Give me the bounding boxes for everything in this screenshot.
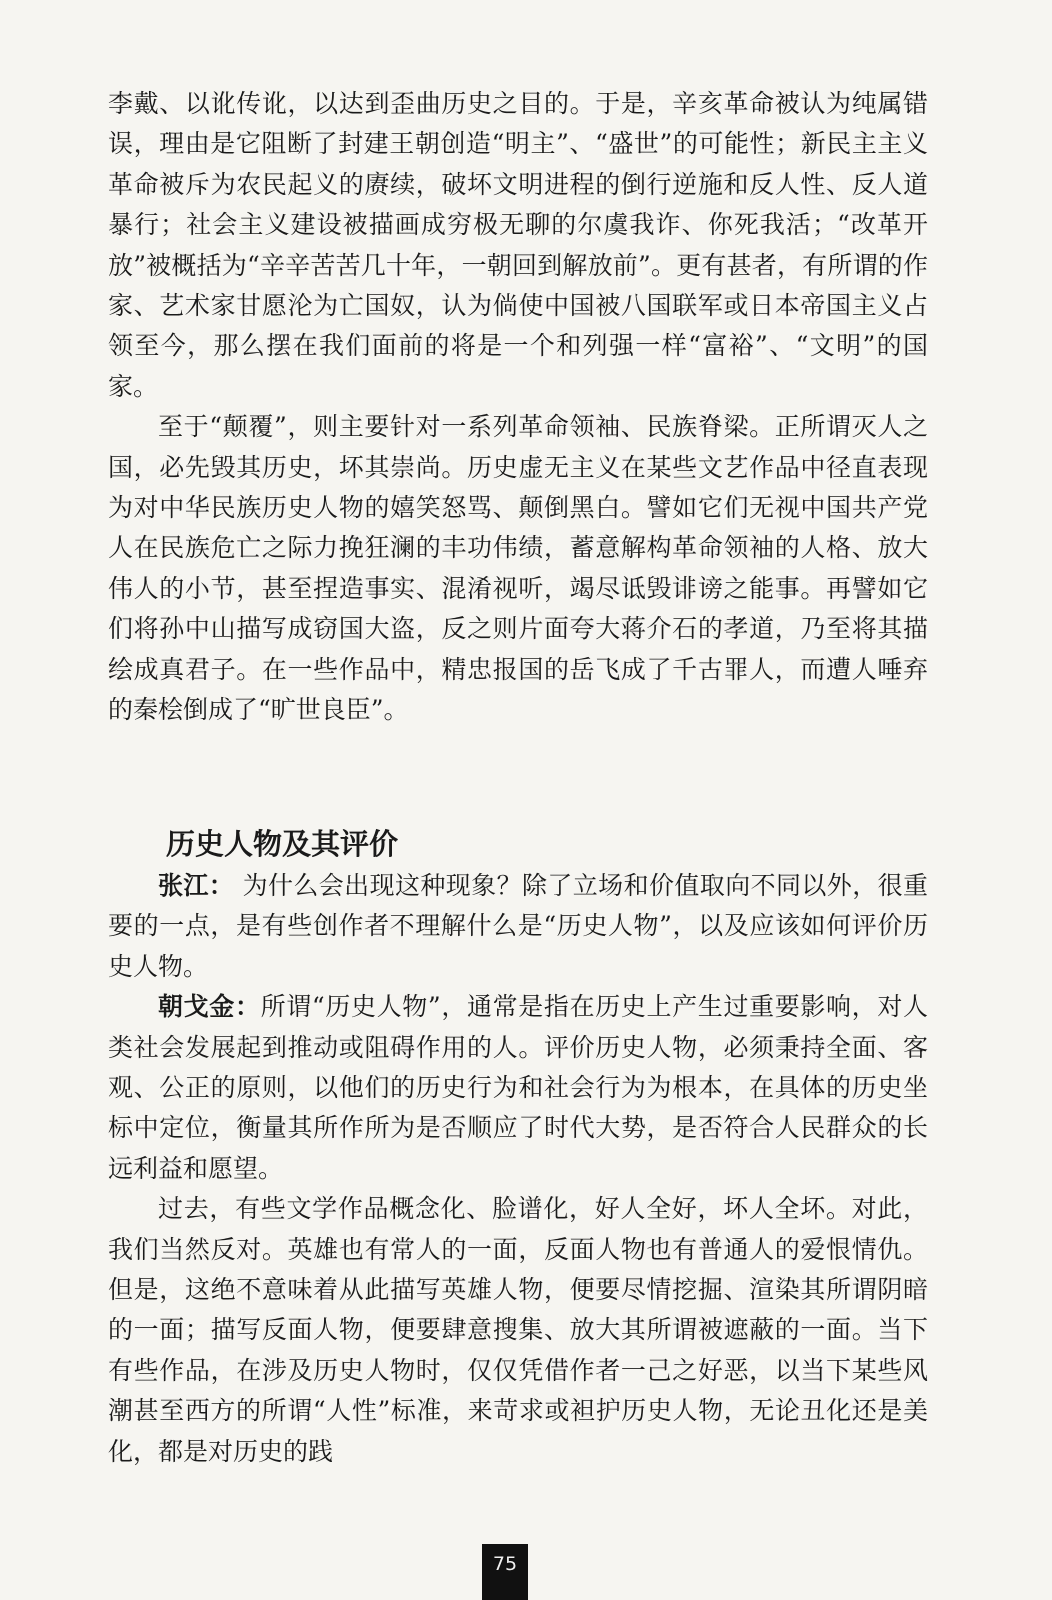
dialogue-question [108,866,928,987]
paragraph-1: 李戴、以讹传讹，以达到歪曲历史之目的。于是，辛亥革命被认为纯属错误，理由是它阻断了封建王朝创造“明主”、“盛世”的可能性；新民主主义革命被斥为农民起义的赓续，破坏文明进程的倒行逆施和反人性、反人道暴行；社会主义建设被描画成穷极无聊的尔虞我诈、你死我活；“改革开放”被概括为“辛辛苦苦几十年，一朝回到解放前”。更有甚者，有所谓的作家、艺术家甘愿沦为亡国奴，认为倘使中国被八国联军或日本帝国主义占领至今，那么摆在我们面前的将是一个和列强一样“富裕”、“文明”的国家。 [108,89,928,401]
answer-text: 所谓“历史人物”，通常是指在历史上产生过重要影响，对人类社会发展起到推动或阻碍作用的人。评价历史人物，必须秉持全面、客观、公正的原则，以他们的历史行为和社会行为为根本，在具体的历史坐标中定位，衡量其所作所为是否顺应了时代大势，是否符合人民群众的长远利益和愿望。 [108,992,928,1183]
page-number: 75 [482,1544,528,1600]
speaker-zhang-jiang: 张江： [158,871,235,900]
article-text-upper [108,84,928,731]
dialogue-answer [108,987,928,1189]
paragraph-2: 至于“颠覆”，则主要针对一系列革命领袖、民族脊梁。正所谓灭人之国，必先毁其历史，坏其崇尚。历史虚无主义在某些文艺作品中径直表现为对中华民族历史人物的嬉笑怒骂、颠倒黑白。譬如它们无视中国共产党人在民族危亡之际力挽狂澜的丰功伟绩，蓄意解构革命领袖的人格、放大伟人的小节，甚至捏造事实、混淆视听，竭尽诋毁诽谤之能事。再譬如它们将孙中山描写成窃国大盗，反之则片面夸大蒋介石的孝道，乃至将其描绘成真君子。在一些作品中，精忠报国的岳飞成了千古罪人，而遭人唾弃的秦桧倒成了“旷世良臣”。 [108,412,928,725]
paragraph-3: 过去，有些文学作品概念化、脸谱化，好人全好，坏人全坏。对此，我们当然反对。英雄也有常人的一面，反面人物也有普通人的爱恨情仇。但是，这绝不意味着从此描写英雄人物，便要尽情挖掘、渲染其所谓阴暗的一面；描写反面人物，便要肆意搜集、放大其所谓被遮蔽的一面。当下有些作品，在涉及历史人物时，仅仅凭借作者一己之好恶，以当下某些风潮甚至西方的所谓“人性”标准，来苛求或袒护历史人物，无论丑化还是美化，都是对历史的践 [108,1194,928,1466]
speaker-chao-gejin: 朝戈金： [158,992,261,1022]
section-heading: 历史人物及其评价 [166,827,399,861]
question-text: 为什么会出现这种现象？除了立场和价值取向不同以外，很重要的一点，是有些创作者不理解什么是“历史人物”，以及应该如何评价历史人物。 [108,871,928,981]
article-text-lower [108,866,928,1472]
